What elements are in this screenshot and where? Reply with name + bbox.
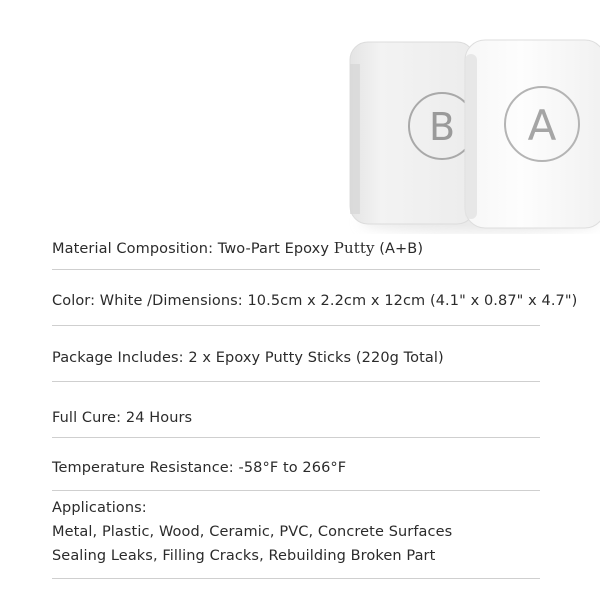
spec-temperature-resistance: Temperature Resistance: -58°F to 266°F <box>52 460 347 476</box>
spec-material-suffix: (A+B) <box>374 241 424 257</box>
stick-b <box>350 42 475 224</box>
spec-material-putty-word: Putty <box>333 239 375 257</box>
divider <box>52 325 540 326</box>
divider <box>52 437 540 438</box>
applications-heading: Applications: <box>52 500 147 516</box>
stick-a <box>465 40 600 228</box>
spec-material-composition <box>52 238 540 259</box>
divider <box>52 578 540 579</box>
spec-package-includes: Package Includes: 2 x Epoxy Putty Sticks (220g Total) <box>52 350 444 366</box>
stick-b-letter: B <box>428 105 456 149</box>
product-image <box>330 34 600 234</box>
spec-material-label: Material Composition: Two-Part Epoxy <box>52 241 334 257</box>
spec-applications <box>52 496 540 568</box>
stick-a-letter: A <box>527 101 557 150</box>
putty-sticks-illustration <box>330 34 600 234</box>
spec-full-cure: Full Cure: 24 Hours <box>52 410 193 426</box>
divider <box>52 269 540 270</box>
divider <box>52 381 540 382</box>
divider <box>52 490 540 491</box>
applications-line-surfaces: Metal, Plastic, Wood, Ceramic, PVC, Concrete Surfaces <box>52 524 453 540</box>
applications-line-uses: Sealing Leaks, Filling Cracks, Rebuilding Broken Part <box>52 548 436 564</box>
spec-color-dimensions: Color: White /Dimensions: 10.5cm x 2.2cm x 12cm (4.1" x 0.87" x 4.7") <box>52 293 578 309</box>
